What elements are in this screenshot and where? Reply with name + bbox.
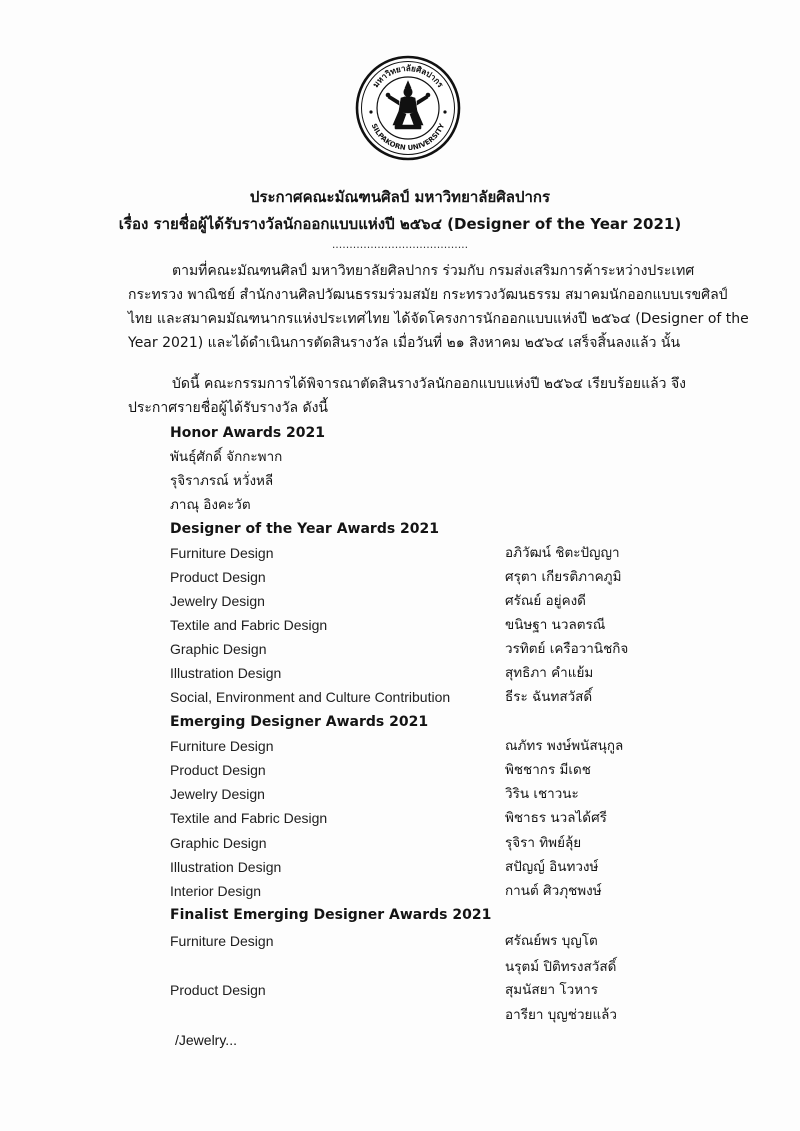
honor-name-row: [0, 446, 800, 468]
award-category: Social, Environment and Culture Contribution: [170, 689, 451, 705]
award-category: Textile and Fabric Design: [170, 810, 328, 826]
award-category: Illustration Design: [170, 859, 282, 875]
paragraph-line: ตามที่คณะมัณฑนศิลป์ มหาวิทยาลัยศิลปากร ร่วมกับ กรมส่งเสริมการค้าระหว่างประเทศ: [172, 263, 695, 279]
honor-name: รุจิราภรณ์ หวั่งหลี: [170, 473, 274, 489]
award-winner: ณภัทร พงษ์พนัสนุกูล: [505, 738, 624, 754]
award-row: [0, 662, 800, 684]
award-winner: อภิวัฒน์ ชิตะปัญญา: [505, 545, 620, 561]
section-heading-row: [0, 711, 800, 733]
award-category: Furniture Design: [170, 738, 274, 754]
announcement-subject: เรื่อง รายชื่อผู้ได้รับรางวัลนักออกแบบแห่งปี ๒๕๖๔ (Designer of the Year 2021): [118, 215, 682, 233]
award-row: [0, 856, 800, 878]
paragraph-line: กระทรวง พาณิชย์ สำนักงานศิลปวัฒนธรรมร่วมสมัย กระทรวงวัฒนธรรม สมาคมนักออกแบบเรขศิลป์: [128, 287, 728, 303]
award-winner: สปัญญ์ อินทวงษ์: [505, 859, 599, 875]
award-winner: พิชาธร นวลได้ศรี: [505, 810, 607, 826]
honor-name: ภาณุ อิงคะวัต: [170, 497, 251, 513]
award-category: Product Design: [170, 569, 266, 585]
award-category: Graphic Design: [170, 835, 267, 851]
honor-name-row: [0, 494, 800, 516]
emerging-designer-heading: Emerging Designer Awards 2021: [170, 714, 429, 730]
award-row: [0, 638, 800, 660]
honor-awards-heading: Honor Awards 2021: [170, 425, 326, 441]
award-row: [0, 566, 800, 588]
award-category: Interior Design: [170, 883, 262, 899]
award-row: [0, 759, 800, 781]
seal-top-text: มหาวิทยาลัยศิลปากร: [370, 62, 446, 90]
separator-dots: .......................................: [331, 238, 469, 251]
award-row: [0, 880, 800, 902]
award-category: Furniture Design: [170, 545, 274, 561]
designer-of-year-heading: Designer of the Year Awards 2021: [170, 521, 440, 537]
award-category: Jewelry Design: [170, 786, 265, 802]
paragraph-line: ประกาศรายชื่อผู้ได้รับรางวัล ดังนี้: [128, 400, 328, 416]
award-category: Textile and Fabric Design: [170, 617, 328, 633]
announcement-paragraph: [128, 372, 713, 420]
award-row: [0, 614, 800, 636]
award-winner: รุจิรา ทิพย์ลุ้ย: [505, 835, 582, 851]
award-category: Graphic Design: [170, 641, 267, 657]
award-winner: กานต์ ศิวภุชพงษ์: [505, 883, 602, 899]
award-row: [0, 956, 800, 978]
award-winner: ศรุตา เกียรติภาคภูมิ: [505, 569, 622, 585]
award-winner: สุมนัสยา โวหาร: [505, 982, 598, 998]
intro-paragraph: [128, 259, 749, 355]
award-row: [0, 979, 800, 1001]
section-heading-row: [0, 422, 800, 444]
award-category: Product Design: [170, 762, 266, 778]
seal-bottom-text: SILPAKORN UNIVERSITY: [369, 122, 447, 153]
finalist-emerging-heading: Finalist Emerging Designer Awards 2021: [170, 907, 492, 923]
section-heading-row: [0, 518, 800, 540]
award-winner: วิริน เชาวนะ: [505, 786, 579, 802]
award-winner: พิชชากร มีเดช: [505, 762, 591, 778]
continued-marker: /Jewelry...: [175, 1032, 237, 1048]
honor-name: พันธุ์ศักดิ์ จักกะพาก: [170, 449, 283, 465]
honor-name-row: [0, 470, 800, 492]
award-winner: สุทธิภา คำแย้ม: [505, 665, 594, 681]
announcement-title: ประกาศคณะมัณฑนศิลป์ มหาวิทยาลัยศิลปากร: [249, 188, 551, 206]
award-row: [0, 930, 800, 952]
award-winner: นรุตม์ ปิติทรงสวัสดิ์: [505, 959, 617, 975]
award-category: Illustration Design: [170, 665, 282, 681]
silpakorn-university-seal: [355, 55, 461, 161]
paragraph-line: บัดนี้ คณะกรรมการได้พิจารณาตัดสินรางวัลนักออกแบบแห่งปี ๒๕๖๔ เรียบร้อยแล้ว จึง: [172, 376, 687, 392]
award-winner: อารียา บุญช่วยแล้ว: [505, 1007, 618, 1023]
section-heading-row: [0, 904, 800, 926]
award-row: [0, 542, 800, 564]
award-row: [0, 735, 800, 757]
award-row: [0, 832, 800, 854]
award-category: Furniture Design: [170, 933, 274, 949]
award-row: [0, 1004, 800, 1026]
award-row: [0, 807, 800, 829]
award-winner: ศรัณย์พร บุญโต: [505, 933, 598, 949]
award-winner: ขนิษฐา นวลตรณี: [505, 617, 606, 633]
paragraph-line: Year 2021) และได้ดำเนินการตัดสินรางวัล เมื่อวันที่ ๒๑ สิงหาคม ๒๕๖๔ เสร็จสิ้นลงแล้ว นั้น: [128, 335, 681, 351]
award-row: [0, 590, 800, 612]
award-category: Product Design: [170, 982, 266, 998]
award-row: [0, 783, 800, 805]
paragraph-line: ไทย และสมาคมมัณฑนากรแห่งประเทศไทย ได้จัดโครงการนักออกแบบแห่งปี ๒๕๖๔ (Designer of the: [128, 311, 749, 327]
award-winner: วรทิตย์ เครือวานิชกิจ: [505, 641, 629, 657]
award-winner: ธีระ ฉันทสวัสดิ์: [505, 689, 593, 705]
award-winner: ศรัณย์ อยู่คงดี: [505, 593, 586, 609]
award-category: Jewelry Design: [170, 593, 265, 609]
award-row: [0, 686, 800, 708]
